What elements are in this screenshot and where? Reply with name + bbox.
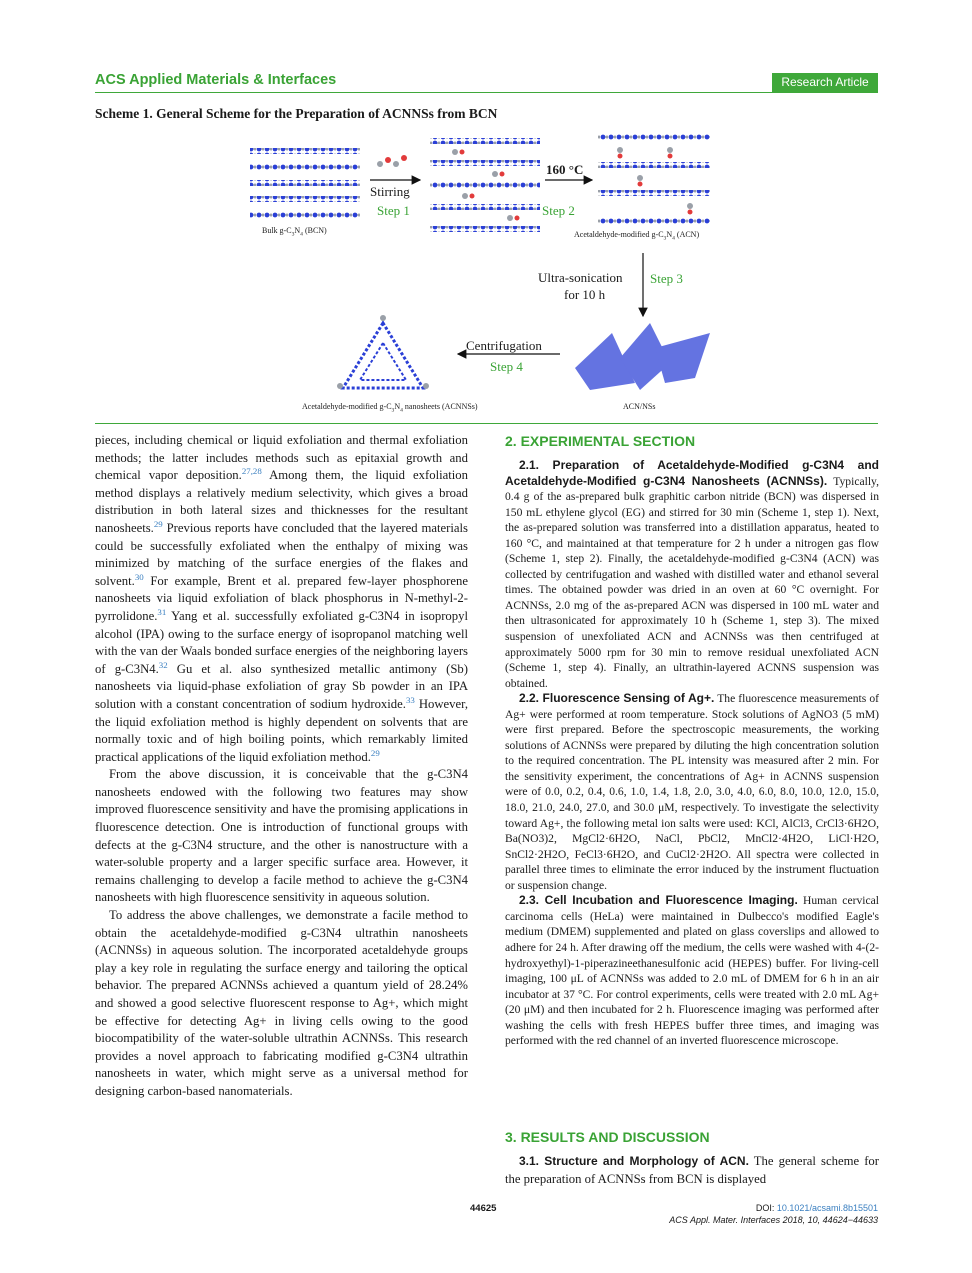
bcn-layers (250, 148, 360, 218)
step2-label: Step 2 (542, 203, 575, 218)
step4-label: Step 4 (490, 359, 523, 374)
header-rule (95, 92, 878, 93)
subsection-3-1: 3.1. Structure and Morphology of ACN. The general scheme for the preparation of ACNNSs from BCN is displayed (505, 1154, 879, 1186)
acnnss-label: Acetaldehyde-modified $g-C_3N_4$ nanosheets (ACNNSs) (302, 402, 478, 414)
scheme-title: Scheme 1. General Scheme for the Preparation of ACNNSs from BCN (95, 106, 498, 121)
ref-29[interactable]: 29 (153, 518, 163, 529)
ref-29b[interactable]: 29 (370, 747, 380, 758)
stirring-label: Stirring (370, 184, 410, 199)
acn-label: Acetaldehyde-modified $g-C_3N_4$ (ACN) (574, 230, 700, 242)
subsection-3-1-heading: 3.1. Structure and Morphology of ACN. (519, 1154, 749, 1168)
subsection-2-3: 2.3. Cell Incubation and Fluorescence Imaging. Human cervical carcinoma cells (HeLa) were maintained in Dulbecco's modified Eagle's medium (DMEM) supplemented and plated on glass coverslips and allowed to adhere for 24 h. After drawing off the medium, the cells were washed with 4-(2-hydroxyethyl)-1-piperazineethanesulfonic acid (HEPES) buffer. For living-cell imaging, 100 μL of ACNNSs was added to 2.0 mL of DMEM for 6 h in an air incubator at 37 °C. For control experiments, cells were treated with 2.0 mL Ag+ (20 μM) and then incubated for 2 h. Fluorescence imaging was performed after washing the cells with fresh HEPES buffer three times, and imaging was performed with the red channel of an inverted fluorescence microscope. (505, 893, 879, 1048)
bcn-label: Bulk $g-C_3N_4$ (BCN) (262, 226, 327, 238)
duration-label: for 10 h (564, 287, 606, 302)
doi-line: DOI: 10.1021/acsami.8b15501 (755, 1203, 878, 1213)
temperature-label: 160 °C (546, 162, 584, 177)
section-3-heading: 3. RESULTS AND DISCUSSION (505, 1129, 710, 1145)
intro-paragraph-1: pieces, including chemical or liquid exfoliation and thermal exfoliation methods; the latter includes methods such as epitaxial growth and chemical vapor deposition.$^{27,28}$ Among them, the liquid exfoliation method displays a relatively medium selectivity, which gives a broad distribution in both lateral sizes and thicknesses for the resultant nanosheets.$^{29}$ Previous reports have concluded that the layered materials could be successfully exfoliated when the enthalpy of mixing was minimized by matching of the surface energies of the flakes and solvent.$^{30}$ For example, Brent et al. prepared few-layer phosphorene nanosheets via liquid exfoliation of black phosphorus in N-methyl-2-pyrrolidone.$^{31}$ Yang et al. successfully exfoliated g-C3N4 in isopropyl alcohol (IPA) owing to the surface energy of isopropanol matching well with the van der Waals bonded surface energies of the neighboring layers of g-C3N4.32 Gu et al. also synthesized metallic antimony (Sb) nanosheets via liquid-phase exfoliation of gray Sb powder in an IPA solution with a constant concentration of sodium hydroxide.$^{33}$ However, the liquid exfoliation method is highly dependent on solvents that are normally toxic and of high boiling points, which remarkably limited practical applications of the liquid exfoliation method.$^{29}$ (95, 433, 468, 764)
page-number: 44625 (470, 1203, 497, 1214)
subsection-2-2-heading: 2.2. Fluorescence Sensing of Ag+. (519, 691, 715, 706)
step1-label: Step 1 (377, 203, 410, 218)
intro-paragraph-2: From the above discussion, it is conceivable that the g-C3N4 nanosheets endowed with the following two features may show improved fluorescence sensitivity and have the promising applications in fluorescence detection. One is introduction of functional groups with defects at the g-C3N4 structure, and the other is nanostructure with a water-soluble property and a larger specific surface area. However, it remains challenging to develop a facile method to achieve the g-C3N4 nanosheets with high fluorescence sensitivity in aqueous solution. (95, 767, 468, 905)
ultrasonication-label: Ultra-sonication (538, 270, 623, 285)
intro-paragraph-3: To address the above challenges, we demonstrate a facile method to obtain the acetaldehyde-modified g-C3N4 ultrathin nanosheets (ACNNSs) in aqueous solution. The incorporated acetaldehyde groups play a key role in regulating the surface energy and tailoring the optical behavior. The prepared ACNNSs achieved a quantum yield of 28.24% and showed a good selective fluorescent response to Ag+, which might be effective for detecting Ag+ in living cells owing to the good biocompatibility of the water-soluble ultrathin ACNNSs. This research provides a novel approach to fabricating modified g-C3N4 ultrathin nanosheets in water, which might serve as a universal method for designing carbon-based nanomaterials. (95, 908, 468, 1098)
journal-citation: ACS Appl. Mater. Interfaces 2018, 10, 44624−44633 (669, 1215, 878, 1225)
section-2-heading: 2. EXPERIMENTAL SECTION (505, 433, 696, 449)
subsection-2-3-heading: 2.3. Cell Incubation and Fluorescence Imaging. (519, 893, 798, 908)
scheme-divider (95, 423, 878, 424)
step3-label: Step 3 (650, 271, 683, 286)
right-column (505, 458, 879, 1049)
acnnss-structure (337, 315, 429, 389)
ref-30[interactable]: 30 (134, 571, 144, 582)
acn-nss-sheets (575, 323, 710, 390)
doi-link[interactable]: 10.1021/acsami.8b15501 (776, 1203, 878, 1213)
ref-27-28[interactable]: 27,28 (241, 465, 262, 476)
acn-nss-label: ACN/NSs (623, 402, 656, 411)
ref-31[interactable]: 31 (157, 606, 167, 617)
ref-32[interactable]: 32 (158, 659, 168, 670)
journal-name: ACS Applied Materials & Interfaces (95, 72, 337, 88)
ref-33[interactable]: 33 (405, 694, 415, 705)
ethylene-glycol-icon (377, 155, 407, 167)
subsection-2-1-heading: 2.1. Preparation of Acetaldehyde-Modified g-C3N4 and Acetaldehyde-Modified g-C3N4 Nanosheets (ACNNSs). (505, 458, 879, 488)
intercalated-layers (430, 138, 540, 232)
centrifugation-label: Centrifugation (466, 338, 542, 353)
scheme-figure (240, 128, 740, 418)
left-column (95, 432, 468, 1101)
subsection-2-1: 2.1. Preparation of Acetaldehyde-Modified g-C3N4 and Acetaldehyde-Modified g-C3N4 Nanosheets (ACNNSs). Typically, 0.4 g of the as-prepared bulk graphitic carbon nitride (BCN) was dispersed in 150 mL ethylene glycol (EG) and stirred for 30 min (Scheme 1, step 1). Next, the as-prepared solution was transferred into a distillation apparatus, heated to 160 °C, and maintained at that temperature for 2 h under a nitrogen gas flow (Scheme 1, step 2). Finally, the acetaldehyde-modified g-C3N4 (ACN) was collected by centrifugation and washed with distilled water and ethanol several times. The obtained powder was dried in an oven at 60 °C overnight. For ACNNSs, 2.0 mg of the as-prepared ACN was dispersed in 100 mL water and then ultrasonicated for approximately 10 h (Scheme 1, step 3). The mixed suspension of unexfoliated ACN and ACNNSs was then centrifuged at approximately 5000 rpm for 30 min to remove residual unexfoliated ACN (Scheme 1, step 4). Finally, an ultrathin-layered ACNNS suspension was obtained. (505, 458, 879, 690)
acn-layers (598, 134, 710, 224)
article-type-badge: Research Article (772, 73, 878, 92)
subsection-2-2: 2.2. Fluorescence Sensing of Ag+. The fluorescence measurements of Ag+ were performed at room temperature. Stock solutions of AgNO3 (5 mM) were first prepared. Before the spectroscopic measurements, the working solutions of ACNNSs were prepared by diluting the high concentration solution to the required concentration. The PL intensity was measured after 2 min. For the sensitivity experiment, the concentrations of Ag+ in ACNNS suspension were of 0.0, 0.2, 0.4, 0.6, 1.0, 1.4, 1.8, 2.0, 3.0, 4.0, 6.0, 8.0, 10.0, 12.0, 15.0, 18.0, 21.0, 24.0, 27.0, and 30.0 μM, respectively. To investigate the selectivity toward Ag+, the following metal ion salts were used: KCl, AlCl3, CrCl3·6H2O, Ba(NO3)2, MgCl2·6H2O, NaCl, PbCl2, MnCl2·4H2O, LiCl·H2O, SnCl2·2H2O, FeCl3·6H2O, and CuCl2·2H2O. All spectra were collected in parallel three times to eliminate the error induced by the instrument fluctuation or suspension change. (505, 691, 879, 892)
